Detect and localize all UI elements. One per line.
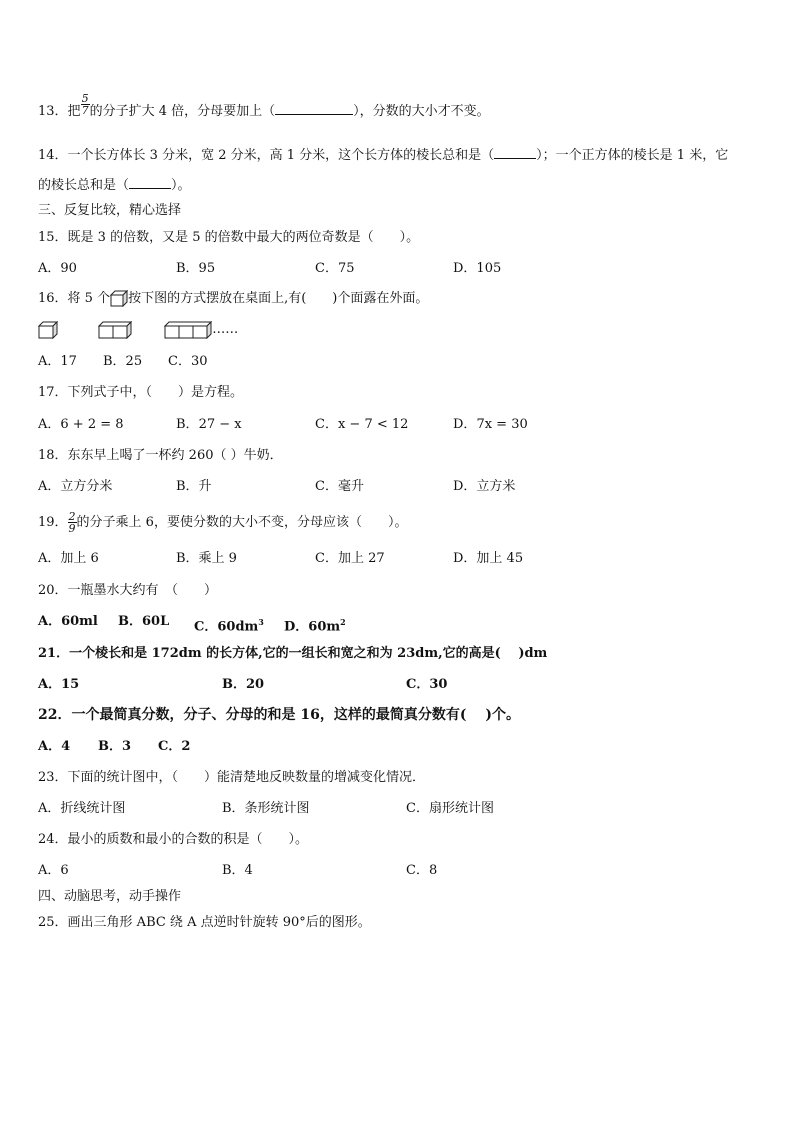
question-20: 20．一瓶墨水大约有 （ ） bbox=[38, 583, 218, 598]
question-text-pre: 把 bbox=[67, 104, 81, 119]
option-c[interactable]: C．30 bbox=[168, 354, 208, 369]
question-text: 14．一个长方体长 3 分米，宽 2 分米，高 1 分米，这个长方体的棱长总和是（ bbox=[38, 148, 495, 163]
formula: x − 7 < 12 bbox=[337, 417, 409, 432]
option-b[interactable]: B．升 bbox=[176, 479, 212, 494]
option-c[interactable] bbox=[315, 416, 408, 434]
question-text: ）。 bbox=[171, 178, 191, 193]
option-c[interactable]: C．加上 27 bbox=[315, 551, 385, 566]
option-b[interactable]: B．95 bbox=[176, 261, 216, 276]
superscript: 2 bbox=[340, 617, 346, 627]
option-c[interactable] bbox=[194, 613, 264, 636]
option-label: B． bbox=[176, 417, 199, 432]
option-a[interactable]: A．90 bbox=[38, 261, 77, 276]
option-a[interactable]: A．加上 6 bbox=[38, 551, 99, 566]
option-d[interactable] bbox=[284, 613, 346, 636]
option-a[interactable]: A．4 bbox=[38, 739, 71, 754]
question-17: 17．下列式子中，（ ）是方程。 bbox=[38, 385, 244, 400]
question-16 bbox=[38, 290, 428, 308]
question-14-line-1 bbox=[38, 146, 728, 165]
option-a[interactable]: A．立方分米 bbox=[38, 479, 113, 494]
fraction-2-9 bbox=[68, 511, 77, 534]
question-text-post: ），分数的大小才不变。 bbox=[353, 104, 490, 119]
option-c[interactable]: C．2 bbox=[158, 739, 191, 754]
question-22: 22．一个最简真分数，分子、分母的和是 16，这样的最简真分数有( )个。 bbox=[38, 707, 520, 723]
fraction-5-7 bbox=[81, 93, 90, 116]
question-number: 13． bbox=[38, 104, 68, 119]
option-c[interactable]: C．75 bbox=[315, 261, 355, 276]
section-heading-4: 四、动脑思考，动手操作 bbox=[38, 889, 182, 904]
question-24: 24．最小的质数和最小的合数的积是（ ）。 bbox=[38, 832, 309, 847]
formula: 7x = 30 bbox=[476, 417, 528, 432]
fraction-denominator: 9 bbox=[68, 522, 76, 535]
two-cubes-icon bbox=[98, 321, 132, 339]
question-text-mid: 的分子扩大 4 倍，分母要加上（ bbox=[89, 104, 276, 119]
question-text: 16．将 5 个 bbox=[38, 291, 111, 306]
option-a[interactable]: A．折线统计图 bbox=[38, 801, 126, 816]
option-d[interactable]: D．立方米 bbox=[453, 479, 516, 494]
single-cube-icon bbox=[38, 321, 58, 339]
question-text: ）；一个正方体的棱长是 1 米，它 bbox=[536, 148, 729, 163]
question-14-line-2 bbox=[38, 176, 191, 195]
formula: 27 − x bbox=[198, 417, 242, 432]
option-a[interactable]: A．60ml bbox=[38, 614, 98, 629]
question-text: 按下图的方式摆放在桌面上,有( )个面露在外面。 bbox=[128, 291, 429, 306]
option-c[interactable]: C．毫升 bbox=[315, 479, 364, 494]
formula: 6 + 2 = 8 bbox=[60, 417, 124, 432]
ellipsis: …… bbox=[212, 322, 239, 337]
question-13 bbox=[38, 92, 490, 123]
option-c[interactable]: C．30 bbox=[406, 677, 448, 692]
three-cubes-icon bbox=[164, 321, 212, 339]
question-text: 的棱长总和是（ bbox=[38, 178, 130, 193]
option-b[interactable]: B．条形统计图 bbox=[222, 801, 310, 816]
cube-arrangement-row bbox=[38, 320, 238, 340]
fraction-numerator: 5 bbox=[81, 92, 89, 105]
option-a[interactable]: A．15 bbox=[38, 677, 80, 692]
option-d[interactable]: D．加上 45 bbox=[453, 551, 524, 566]
question-18: 18．东东早上喝了一杯约 260（ ）牛奶． bbox=[38, 448, 283, 463]
question-19 bbox=[38, 508, 407, 538]
answer-blank[interactable] bbox=[275, 102, 353, 115]
section-heading-3: 三、反复比较，精心选择 bbox=[38, 203, 182, 218]
option-label: C．60dm bbox=[194, 619, 259, 635]
question-23: 23．下面的统计图中，（ ）能清楚地反映数量的增减变化情况． bbox=[38, 770, 426, 785]
option-c[interactable]: C．扇形统计图 bbox=[406, 801, 494, 816]
option-label: D． bbox=[453, 417, 477, 432]
fraction-denominator: 7 bbox=[81, 104, 89, 117]
question-number: 19． bbox=[38, 515, 68, 530]
option-d[interactable]: D．105 bbox=[453, 261, 502, 276]
option-a[interactable] bbox=[38, 416, 124, 434]
option-label: C． bbox=[315, 417, 338, 432]
option-b[interactable]: B．25 bbox=[103, 354, 143, 369]
option-b[interactable] bbox=[176, 416, 242, 434]
option-b[interactable]: B．3 bbox=[98, 739, 132, 754]
option-b[interactable]: B．20 bbox=[222, 677, 265, 692]
answer-blank[interactable] bbox=[129, 176, 171, 189]
option-d[interactable] bbox=[453, 416, 528, 434]
fraction-numerator: 2 bbox=[68, 510, 76, 523]
option-c[interactable]: C．8 bbox=[406, 863, 438, 878]
cube-icon bbox=[110, 290, 128, 307]
option-label: A． bbox=[38, 417, 61, 432]
question-text: 的分子乘上 6，要使分数的大小不变，分母应该（ ）。 bbox=[76, 515, 408, 530]
question-25: 25．画出三角形 ABC 绕 A 点逆时针旋转 90°后的图形。 bbox=[38, 915, 371, 930]
option-a[interactable]: A．17 bbox=[38, 354, 77, 369]
question-21: 21．一个棱长和是 172dm 的长方体,它的一组长和宽之和为 23dm,它的高是( )dm bbox=[38, 646, 548, 661]
option-a[interactable]: A．6 bbox=[38, 863, 69, 878]
option-label: D．60m bbox=[284, 619, 341, 635]
option-b[interactable]: B．4 bbox=[222, 863, 253, 878]
option-b[interactable]: B．乘上 9 bbox=[176, 551, 237, 566]
option-b[interactable]: B．60L bbox=[118, 614, 170, 629]
answer-blank[interactable] bbox=[494, 146, 536, 159]
superscript: 3 bbox=[258, 617, 264, 627]
question-15: 15．既是 3 的倍数，又是 5 的倍数中最大的两位奇数是（ ）。 bbox=[38, 230, 420, 245]
